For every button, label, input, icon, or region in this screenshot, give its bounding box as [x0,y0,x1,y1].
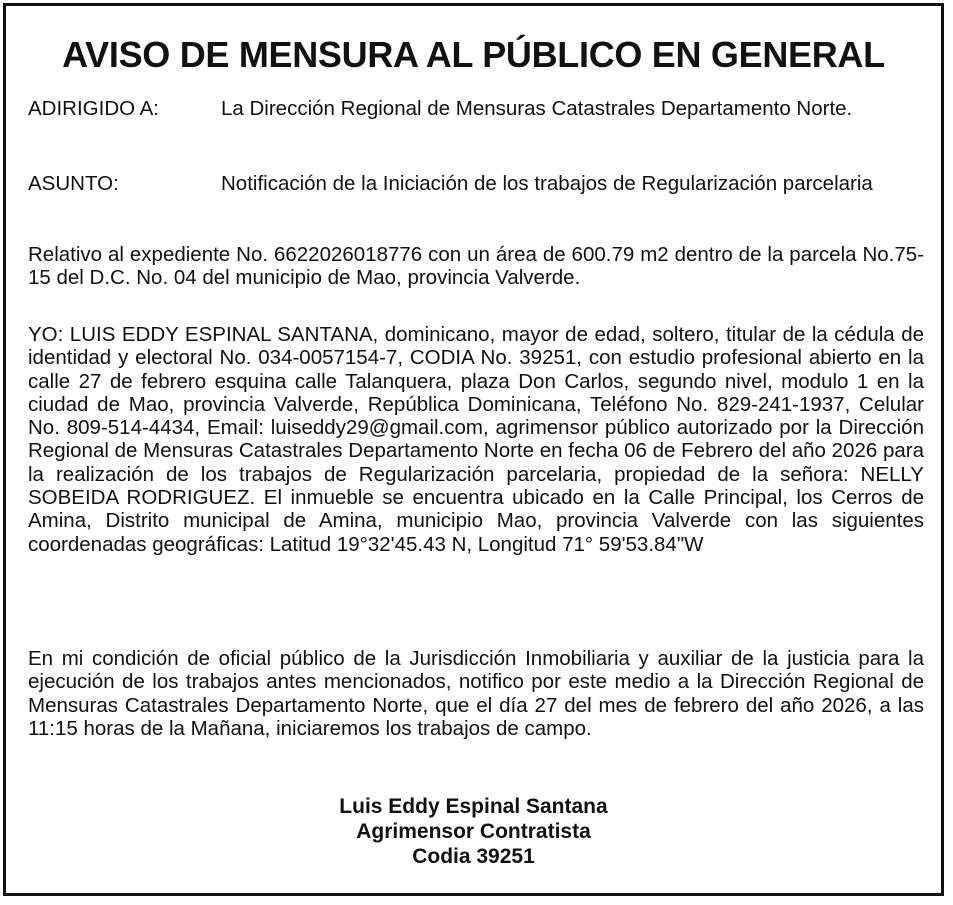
notice-frame [3,3,944,896]
notice-title: AVISO DE MENSURA AL PÚBLICO EN GENERAL [62,34,885,75]
notification-paragraph: En mi condición de oficial público de la Jurisdicción Inmobiliaria y auxiliar de la justicia para la ejecución de los trabajos antes mencionados, notifico por este medio a la Dirección Regional de Mensuras Catastrales Departamento Norte, que el día 27 del mes de febrero del año 2026, a las 11:15 horas de la Mañana, iniciaremos los trabajos de campo. [28,647,924,740]
signature-codia: Codia 39251 [412,845,535,868]
addressee-label: ADIRIGIDO A: [28,97,159,120]
signature-name: Luis Eddy Espinal Santana [339,795,608,818]
addressee-value: La Dirección Regional de Mensuras Catastrales Departamento Norte. [221,97,853,120]
signature-role: Agrimensor Contratista [356,820,591,843]
subject-label: ASUNTO: [28,172,119,195]
file-reference-paragraph: Relativo al expediente No. 6622026018776 con un área de 600.79 m2 dentro de la parcela No.75-15 del D.C. No. 04 del municipio de Mao, provincia Valverde. [28,243,924,290]
surveyor-statement-paragraph: YO: LUIS EDDY ESPINAL SANTANA, dominicano, mayor de edad, soltero, titular de la cédula de identidad y electoral No. 034-0057154-7, CODIA No. 39251, con estudio profesional abierto en la calle 27 de febrero esquina calle Talanquera, plaza Don Carlos, segundo nivel, modulo 1 en la ciudad de Mao, provincia Valverde, República Dominicana, Teléfono No. 829-241-1937, Celular No. 809-514-4434, Email: luiseddy29@gmail.com, agrimensor público autorizado por la Dirección Regional de Mensuras Catastrales Departamento Norte en fecha 06 de Febrero del año 2026 para la realización de los trabajos de Regularización parcelaria, propiedad de la señora: NELLY SOBEIDA RODRIGUEZ. El inmueble se encuentra ubicado en la Calle Principal, los Cerros de Amina, Distrito municipal de Amina, municipio Mao, provincia Valverde con las siguientes coordenadas geográficas: Latitud 19°32'45.43 N, Longitud 71° 59'53.84"W [28,323,924,556]
subject-value: Notificación de la Iniciación de los trabajos de Regularización parcelaria [221,172,873,195]
